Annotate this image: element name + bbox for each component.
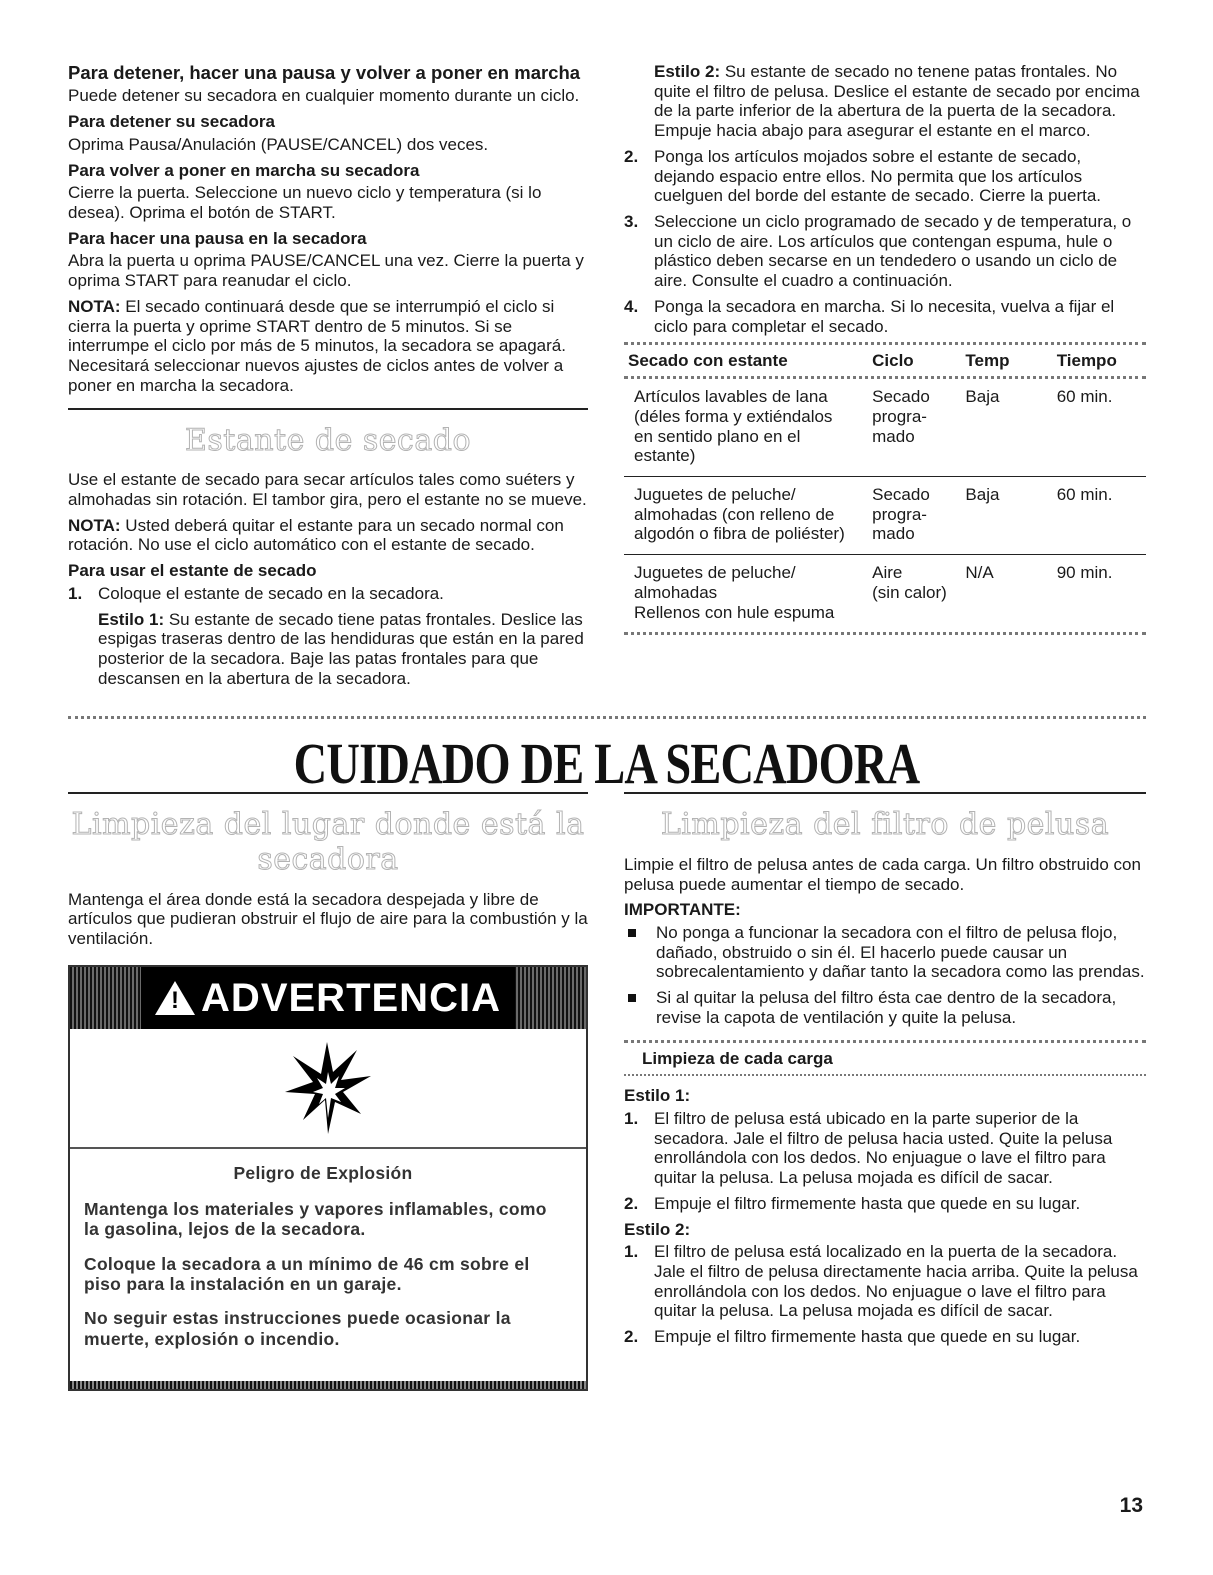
table-cell: Artículos lavables de lana (déles forma y extiéndalos en sentido plano en el estante) [634, 387, 833, 466]
rack-table [624, 342, 1146, 635]
warning-line-1: Mantenga los materiales y vapores inflamables, como la gasolina, lejos de la secadora. [84, 1199, 547, 1240]
style1-heading: Estilo 1: [624, 1086, 691, 1106]
style2-heading: Estilo 2: [624, 1219, 691, 1239]
explosion-icon [285, 1042, 371, 1134]
rack-step-2: 2. Ponga los artículos mojados sobre el estante de secado, dejando espacio entre ellos. No permita que los artículos cuelguen del borde del estante de secado. Cierre la puerta. [624, 146, 1102, 206]
warning-line-2: Coloque la secadora a un mínimo de 46 cm sobre el piso para la instalación en un garaje. [84, 1253, 530, 1294]
warning-box [68, 965, 588, 1391]
stop-text: Oprima Pausa/Anulación (PAUSE/CANCEL) dos veces. [68, 134, 489, 154]
bullet-icon [628, 929, 636, 937]
table-cell: N/A [965, 563, 994, 583]
table-cell: Secado progra- mado [872, 387, 930, 446]
table-header-cell: Tiempo [1056, 351, 1117, 371]
stop-heading: Para detener su secadora [68, 112, 275, 132]
pause-text: Abra la puerta u oprima PAUSE/CANCEL una vez. Cierre la puerta y oprima START para reanudar el ciclo. [68, 251, 584, 291]
rack-steps-continued [624, 147, 1146, 336]
main-title: CUIDADO DE LA SECADORA [293, 731, 920, 796]
page-separator [68, 716, 1146, 719]
warning-banner [70, 967, 586, 1029]
rack-step-4: 4. Ponga la secadora en marcha. Si lo necesita, vuelva a fijar el ciclo para completar el secado. [624, 296, 1115, 336]
rack-steps [68, 584, 588, 604]
each-load-heading: Limpieza de cada carga [642, 1048, 833, 1068]
restart-text: Cierre la puerta. Seleccione un nuevo ciclo y temperatura (si lo desea). Oprima el botón de START. [68, 183, 542, 223]
list-item: No ponga a funcionar la secadora con el filtro de pelusa flojo, dañado, obstruido o sin él. El hacerlo puede causar un sobrecalentamiento y dañar tanto la secadora como las prendas. [624, 923, 1146, 982]
table-cell: Juguetes de peluche/ almohadas Rellenos con hule espuma [634, 563, 835, 622]
table-cell: Aire (sin calor) [872, 563, 947, 602]
table-cell: Baja [965, 484, 1000, 504]
stop-pause-restart-column [68, 62, 588, 695]
table-cell: Baja [965, 387, 1000, 407]
area-cleaning-column [68, 807, 588, 1391]
table-cell: Secado progra- mado [872, 484, 930, 544]
stop-note: NOTA: El secado continuará desde que se interrumpió el ciclo si cierra la puerta y oprime START dentro de 5 minutos. Si se interrumpe el ciclo por más de 5 minutos, la secadora se apagará. Necesitará seleccionar nuevos ajustes de ciclos antes de volver a poner en marcha la secadora. [68, 296, 566, 395]
warning-text [70, 1149, 586, 1381]
style1-step-1: 1. El filtro de pelusa está ubicado en la parte superior de la secadora. Jale el filtro de pelusa hacia usted. Quite la pelusa enrollándola con los dedos. No enjuague o lave el filtro para quitar la pelusa. La pelusa mojada es difícil de sacar. [624, 1108, 1113, 1188]
rack-section-title: Estante de secado [185, 422, 471, 458]
filter-section-title: Limpieza del filtro de pelusa [660, 807, 1110, 842]
warning-triangle-icon: ! [155, 981, 195, 1015]
style2-step-1: 1. El filtro de pelusa está localizado en la puerta de la secadora. Jale el filtro de pelusa directamente hacia arriba. Quite la pelusa enrollándola con los dedos. No enjuague o lave el filtro para quitar la pelusa. La pelusa mojada es difícil de sacar. [624, 1242, 1138, 1321]
table-cell: Juguetes de peluche/ almohadas (con relleno de algodón o fibra de poliéster) [634, 484, 845, 544]
rack-step-3: 3. Seleccione un ciclo programado de secado y de temperatura, o un ciclo de aire. Los artículos que contengan espuma, hule o plástico deben secarse en un tendedero o usando un ciclo de aire. Consulte el cuadro a continuación. [624, 212, 1132, 291]
rack-step-1: 1. Coloque el estante de secado en la secadora. [68, 583, 444, 603]
table-cell: 90 min. [1056, 563, 1113, 583]
table-row [624, 379, 1146, 476]
table-cell: 60 min. [1056, 484, 1113, 504]
page-number: 13 [1119, 1494, 1143, 1517]
table-row [624, 477, 1146, 554]
table-header-cell: Ciclo [872, 351, 914, 371]
warning-line-3: No seguir estas instrucciones puede ocasionar la muerte, explosión o incendio. [84, 1308, 511, 1349]
style2-step-2: 2. Empuje el filtro firmemente hasta que quede en su lugar. [624, 1327, 1081, 1347]
stop-intro: Puede detener su secadora en cualquier momento durante un ciclo. [68, 86, 580, 106]
bullet-icon [628, 994, 636, 1002]
rack-use-heading: Para usar el estante de secado [68, 561, 317, 581]
rack-note: NOTA: Usted deberá quitar el estante para un secado normal con rotación. No use el ciclo automático con el estante de secado. [68, 515, 564, 555]
table-row [624, 555, 1146, 632]
warning-label: ADVERTENCIA [201, 975, 501, 1020]
rack-intro: Use el estante de secado para secar artículos tales como suéters y almohadas sin rotación. El tambor gira, pero el estante no se mueve. [68, 470, 587, 510]
area-text: Mantenga el área donde está la secadora despejada y libre de artículos que pudieran obstruir el flujo de aire para la combustión y la ventilación. [68, 889, 588, 949]
style1-step-2: 2. Empuje el filtro firmemente hasta que quede en su lugar. [624, 1193, 1081, 1213]
important-label: IMPORTANTE: [624, 900, 741, 920]
pause-heading: Para hacer una pausa en la secadora [68, 228, 367, 248]
rack-style1: Estilo 1: Su estante de secado tiene patas frontales. Deslice las espigas traseras dentro de las hendiduras que están en la pared posterior de la secadora. Baje las patas frontales para que descansen en la abertura de la secadora. [98, 609, 584, 688]
style1-steps [624, 1109, 1146, 1214]
hazard-title: Peligro de Explosión [233, 1162, 413, 1183]
style2-steps [624, 1242, 1146, 1347]
rack-style2: Estilo 2: Su estante de secado no tenene patas frontales. No quite el filtro de pelusa. Deslice el estante de secado por encima de la parte inferior de la abertura de la puerta de la secadora. Empuje hacia abajo para asegurar el estante en el marco. [654, 62, 1140, 141]
area-section-title: Limpieza del lugar donde está la secadora [71, 807, 585, 877]
table-header-cell: Secado con estante [628, 351, 788, 371]
section-rule [68, 408, 588, 410]
restart-heading: Para volver a poner en marcha su secadora [68, 160, 420, 180]
stop-section-title: Para detener, hacer una pausa y volver a poner en marcha [68, 62, 581, 83]
table-header-cell: Temp [965, 351, 1010, 371]
list-item: Si al quitar la pelusa del filtro ésta cae dentro de la secadora, revise la capota de ventilación y quite la pelusa. [624, 988, 1146, 1027]
table-header [624, 345, 1146, 376]
lint-filter-column [624, 807, 1146, 1353]
rack-steps-column [624, 62, 1146, 635]
table-cell: 60 min. [1056, 387, 1113, 407]
filter-intro: Limpie el filtro de pelusa antes de cada carga. Un filtro obstruido con pelusa puede aumentar el tiempo de secado. [624, 854, 1141, 894]
